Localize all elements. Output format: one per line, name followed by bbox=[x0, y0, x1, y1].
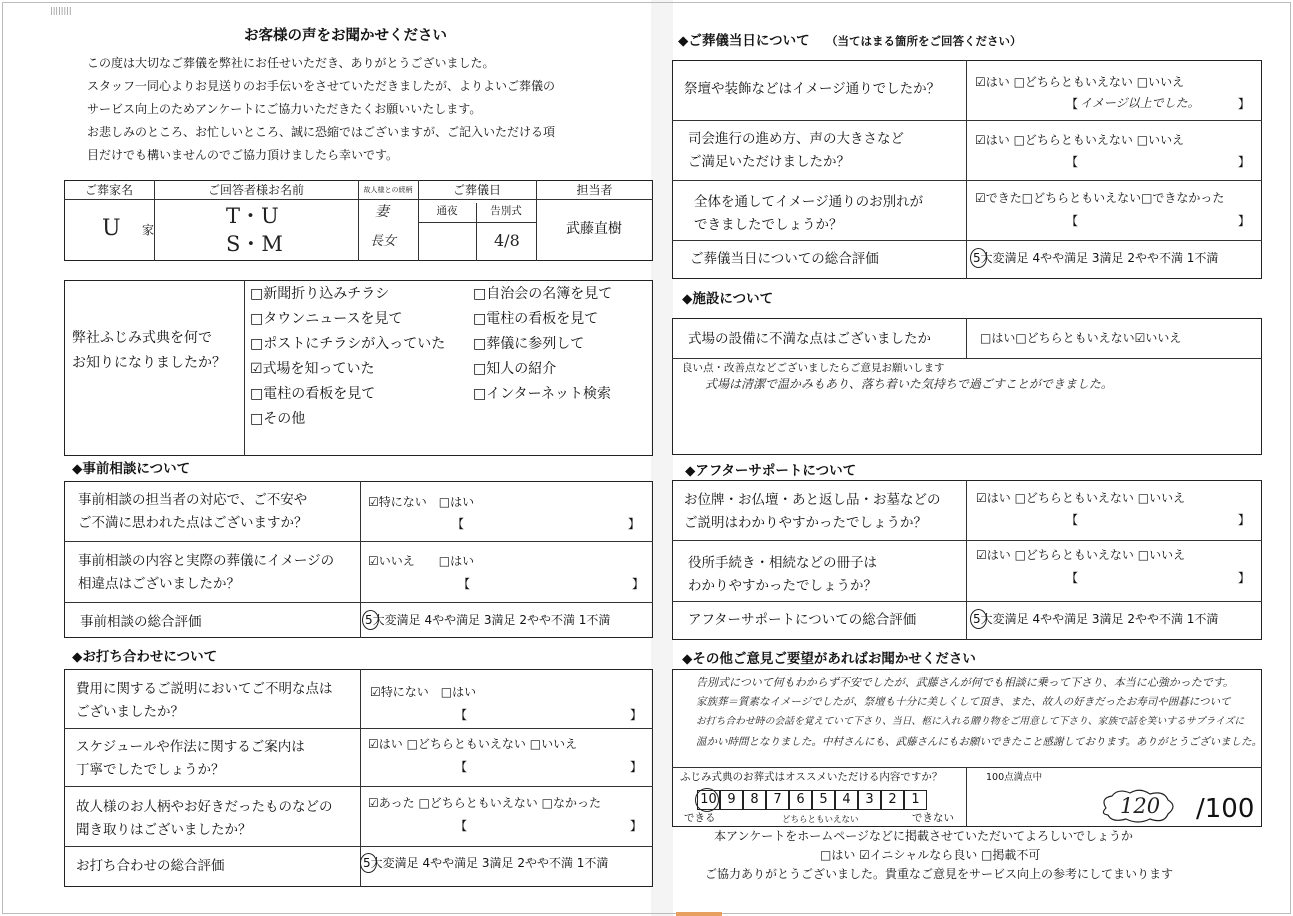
funeral-day-rating-scale[interactable]: 5大変満足 4やや満足 3満足 2やや不満 1不満 bbox=[973, 251, 1219, 265]
corner-mark: |||||||| bbox=[50, 6, 72, 15]
page-title: お客様の声をお聞かせください bbox=[244, 28, 447, 44]
funeral-day-q3-answer[interactable]: ☑できた□どちらともいえない□できなかった bbox=[975, 191, 1225, 205]
intro-line-4: お悲しみのところ、お忙しいところ、誠に恐縮ではございますが、ご記入いただける項 bbox=[87, 125, 556, 139]
score-cell-8[interactable]: 8 bbox=[743, 790, 766, 810]
recommend-question: ふじみ式典のお葬式はオススメいただける内容ですか？ bbox=[680, 771, 943, 783]
intro-line-5: 目だけでも構いませんのでご協力頂けましたら幸いです。 bbox=[87, 148, 399, 162]
publish-question: 本アンケートをホームページなどに掲載させていただいてよろしいでしょうか bbox=[714, 829, 1134, 843]
funeral-day-q2-line2: ご満足いただけましたか？ bbox=[688, 154, 850, 170]
after-support-q1-line2: ご説明はわかりやすかったでしょうか？ bbox=[684, 515, 927, 531]
meeting-heading: ◆お打ち合わせについて bbox=[72, 649, 218, 665]
bracket-close: 】 bbox=[1238, 97, 1251, 111]
meeting-q3-answer[interactable]: ☑あった □どちらともいえない □なかった bbox=[368, 796, 601, 810]
after-support-q2-answer[interactable]: ☑はい □どちらともいえない □いいえ bbox=[976, 548, 1186, 562]
after-support-q1-answer[interactable]: ☑はい □どちらともいえない □いいえ bbox=[976, 491, 1186, 505]
option-neighborhood-list[interactable]: □自治会の名簿を見て bbox=[473, 286, 613, 302]
funeral-day-q1: 祭壇や装飾などはイメージ通りでしたか？ bbox=[684, 81, 941, 97]
meeting-overall-label: お打ち合わせの総合評価 bbox=[76, 858, 225, 874]
score-cell-9[interactable]: 9 bbox=[720, 790, 743, 810]
after-support-rating-scale[interactable]: 5大変満足 4やや満足 3満足 2やや不満 1不満 bbox=[973, 612, 1219, 626]
pre-consult-q1-line2: ご不満に思われた点はございますか？ bbox=[78, 515, 308, 531]
option-internet[interactable]: □インターネット検索 bbox=[473, 386, 611, 402]
score-cell-7[interactable]: 7 bbox=[766, 790, 789, 810]
meeting-q3-line1: 故人様のお人柄やお好きだったものなどの bbox=[76, 799, 333, 815]
bracket-close: 】 bbox=[1238, 571, 1251, 585]
funeral-day-heading-note: （当てはまる箇所をご回答ください） bbox=[826, 34, 1022, 48]
pre-consult-q2-line2: 相違点はございましたか？ bbox=[78, 576, 240, 592]
funeral-day-q3-line1: 全体を通してイメージ通りのお別れが bbox=[694, 194, 924, 210]
option-pole-sign-2[interactable]: □電柱の看板を見て bbox=[473, 311, 599, 327]
bracket-close: 】 bbox=[630, 708, 643, 722]
bracket-open: 【 bbox=[1066, 513, 1079, 527]
bracket-open: 【 bbox=[1066, 155, 1079, 169]
bracket-close: 】 bbox=[630, 760, 643, 774]
option-pole-sign[interactable]: □電柱の看板を見て bbox=[250, 386, 376, 402]
family-name: U bbox=[102, 216, 121, 241]
how-known-question-2: お知りになりましたか？ bbox=[72, 355, 226, 371]
header-relation: 故人様との続柄 bbox=[363, 186, 413, 194]
funeral-day-heading: ◆ご葬儀当日について bbox=[678, 33, 810, 49]
pre-consult-q1-answer[interactable]: ☑特にない □はい bbox=[368, 495, 475, 509]
after-support-overall-label: アフターサポートについての総合評価 bbox=[688, 612, 917, 628]
header-staff: 担当者 bbox=[576, 183, 613, 197]
meeting-rating-scale[interactable]: 5大変満足 4やや満足 3満足 2やや不満 1不満 bbox=[363, 856, 609, 870]
after-support-q2-line1: 役所手続き・相続などの冊子は bbox=[688, 555, 877, 571]
subheader-wake: 通夜 bbox=[436, 205, 458, 217]
funeral-day-q2-line1: 司会進行の進め方、声の大きさなど bbox=[688, 131, 904, 147]
bracket-open: 【 bbox=[455, 760, 468, 774]
meeting-q1-line2: ございましたか？ bbox=[76, 704, 184, 720]
header-date: ご葬儀日 bbox=[452, 183, 501, 197]
how-known-question-1: 弊社ふじみ式典を何で bbox=[72, 330, 212, 346]
meeting-q1-answer[interactable]: ☑特にない □はい bbox=[370, 685, 477, 699]
bracket-open: 【 bbox=[1066, 214, 1079, 228]
pre-consult-rating-scale[interactable]: 5大変満足 4やや満足 3満足 2やや不満 1不満 bbox=[365, 613, 611, 627]
option-town-news[interactable]: □タウンニュースを見て bbox=[250, 311, 403, 327]
score-cell-2[interactable]: 2 bbox=[881, 790, 904, 810]
meeting-q1-line1: 費用に関するご説明においてご不明な点は bbox=[76, 681, 333, 697]
meeting-q2-line2: 丁寧でしたでしょうか？ bbox=[76, 762, 225, 778]
thanks-text: ご協力ありがとうございました。貴重なご意見をサービス向上の参考にしてまいります bbox=[705, 867, 1174, 881]
pre-consult-q2-line1: 事前相談の内容と実際の葬儀にイメージの bbox=[78, 553, 335, 569]
option-know-venue[interactable]: ☑式場を知っていた bbox=[250, 361, 375, 377]
bracket-open: 【 bbox=[452, 517, 465, 531]
intro-line-3: サービス向上のためアンケートにご協力いただきたくお願いいたします。 bbox=[87, 102, 482, 116]
bracket-close: 】 bbox=[632, 577, 645, 591]
pre-consult-overall-label: 事前相談の総合評価 bbox=[80, 614, 202, 630]
option-attended-funeral[interactable]: □葬儀に参列して bbox=[473, 336, 585, 352]
selected-score-circle bbox=[695, 788, 719, 812]
meeting-q3-line2: 聞き取りはございましたか？ bbox=[76, 822, 252, 838]
other-heading: ◆その他ご意見ご要望があればお聞かせください bbox=[682, 651, 976, 667]
score-cell-4[interactable]: 4 bbox=[835, 790, 858, 810]
respondent-1: T・U bbox=[226, 204, 279, 228]
score-cell-5[interactable]: 5 bbox=[812, 790, 835, 810]
facility-q1-answer[interactable]: □はい□どちらともいえない☑いいえ bbox=[980, 331, 1182, 345]
meeting-q2-line1: スケジュールや作法に関するご案内は bbox=[76, 739, 305, 755]
score-cell-6[interactable]: 6 bbox=[789, 790, 812, 810]
respondent-2: S・M bbox=[226, 232, 283, 256]
pre-consult-q1-line1: 事前相談の担当者の対応で、ご不安や bbox=[78, 492, 308, 508]
score-cell-10[interactable]: 10 bbox=[697, 790, 720, 810]
header-respondent: ご回答者様お名前 bbox=[207, 183, 304, 197]
funeral-day-overall-label: ご葬儀当日についての総合評価 bbox=[690, 251, 879, 267]
option-newspaper[interactable]: □新聞折り込みチラシ bbox=[250, 286, 390, 302]
relation-2: 長女 bbox=[370, 234, 397, 249]
funeral-date: 4/8 bbox=[494, 231, 520, 250]
score-cell-3[interactable]: 3 bbox=[858, 790, 881, 810]
bracket-open: 【 bbox=[1066, 97, 1079, 111]
label-can: できる bbox=[684, 812, 716, 824]
publish-options[interactable]: □はい ☑イニシャルなら良い □掲載不可 bbox=[820, 848, 1041, 862]
meeting-q2-answer[interactable]: ☑はい □どちらともいえない □いいえ bbox=[368, 737, 578, 751]
other-comment-line-2: 家族葬＝質素なイメージでしたが、祭壇も十分に美しくして頂き、また、故人の好きだったお寿司や囲碁について bbox=[696, 696, 1231, 708]
facility-comment: 式場は清潔で温かみもあり、落ち着いた気持ちで過ごすことができました。 bbox=[705, 377, 1113, 391]
bracket-open: 【 bbox=[1066, 571, 1079, 585]
other-comment-line-3: お打ち合わせ時の会話を覚えていて下さり、当日、柩に入れる贈り物をご用意して下さり、家族で話を笑いするサプライズに bbox=[696, 716, 1245, 727]
bracket-close: 】 bbox=[1238, 513, 1251, 527]
bracket-open: 【 bbox=[455, 708, 468, 722]
bracket-open: 【 bbox=[455, 819, 468, 833]
option-referral[interactable]: □知人の紹介 bbox=[473, 361, 557, 377]
after-support-q2-line2: わかりやすかったでしょうか？ bbox=[688, 578, 877, 594]
intro-line-1: この度は大切なご葬儀を弊社にお任せいただき、ありがとうございました。 bbox=[87, 56, 495, 70]
after-support-heading: ◆アフターサポートについて bbox=[685, 463, 857, 479]
facility-comment-label: 良い点・改善点などございましたらご意見お願いします bbox=[682, 362, 945, 374]
pre-consult-q2-answer[interactable]: ☑いいえ □はい bbox=[368, 554, 475, 568]
header-family: ご葬家名 bbox=[84, 183, 133, 197]
funeral-day-q1-comment: イメージ以上でした。 bbox=[1080, 96, 1200, 110]
points-given: 120 bbox=[1120, 794, 1161, 818]
option-post-flyer[interactable]: □ポストにチラシが入っていた bbox=[250, 336, 446, 352]
other-comment-line-4: 温かい時間となりました。中村さんにも、武藤さんにもお願いできたこと感謝しております。ありがとうございました。 bbox=[696, 736, 1263, 748]
funeral-day-q1-answer[interactable]: ☑はい □どちらともいえない □いいえ bbox=[975, 75, 1185, 89]
label-cannot: できない bbox=[912, 812, 954, 824]
family-suffix: 家 bbox=[142, 223, 155, 237]
other-comment-line-1: 告別式について何もわからず不安でしたが、武藤さんが何でも相談に乗って下さり、本当に心強かったです。 bbox=[696, 676, 1234, 689]
funeral-day-q3-line2: できましたでしょうか？ bbox=[694, 217, 843, 233]
label-neutral: どちらともいえない bbox=[782, 815, 859, 825]
funeral-day-q2-answer[interactable]: ☑はい □どちらともいえない □いいえ bbox=[975, 133, 1185, 147]
bottom-edge-mark bbox=[676, 912, 722, 916]
bracket-close: 】 bbox=[1238, 155, 1251, 169]
intro-line-2: スタッフ一同心よりお見送りのお手伝いをさせていただきましたが、よりよいご葬儀の bbox=[87, 79, 556, 93]
staff-name: 武藤直樹 bbox=[566, 221, 622, 237]
pre-consult-heading: ◆事前相談について bbox=[72, 461, 191, 477]
subheader-funeral: 告別式 bbox=[490, 205, 522, 217]
facility-heading: ◆施設について bbox=[682, 291, 774, 307]
bracket-close: 】 bbox=[1238, 214, 1251, 228]
bracket-close: 】 bbox=[630, 819, 643, 833]
option-other[interactable]: □その他 bbox=[250, 411, 306, 427]
bracket-open: 【 bbox=[458, 577, 471, 591]
points-max: /100 bbox=[1196, 794, 1255, 824]
bracket-close: 】 bbox=[628, 517, 641, 531]
facility-q1: 式場の設備に不満な点はございましたか bbox=[688, 331, 931, 347]
score-cell-1[interactable]: 1 bbox=[904, 790, 927, 810]
relation-1: 妻 bbox=[375, 204, 389, 220]
points-label: 100点満点中 bbox=[986, 772, 1043, 783]
after-support-q1-line1: お位牌・お仏壇・あと返し品・お墓などの bbox=[684, 492, 941, 508]
